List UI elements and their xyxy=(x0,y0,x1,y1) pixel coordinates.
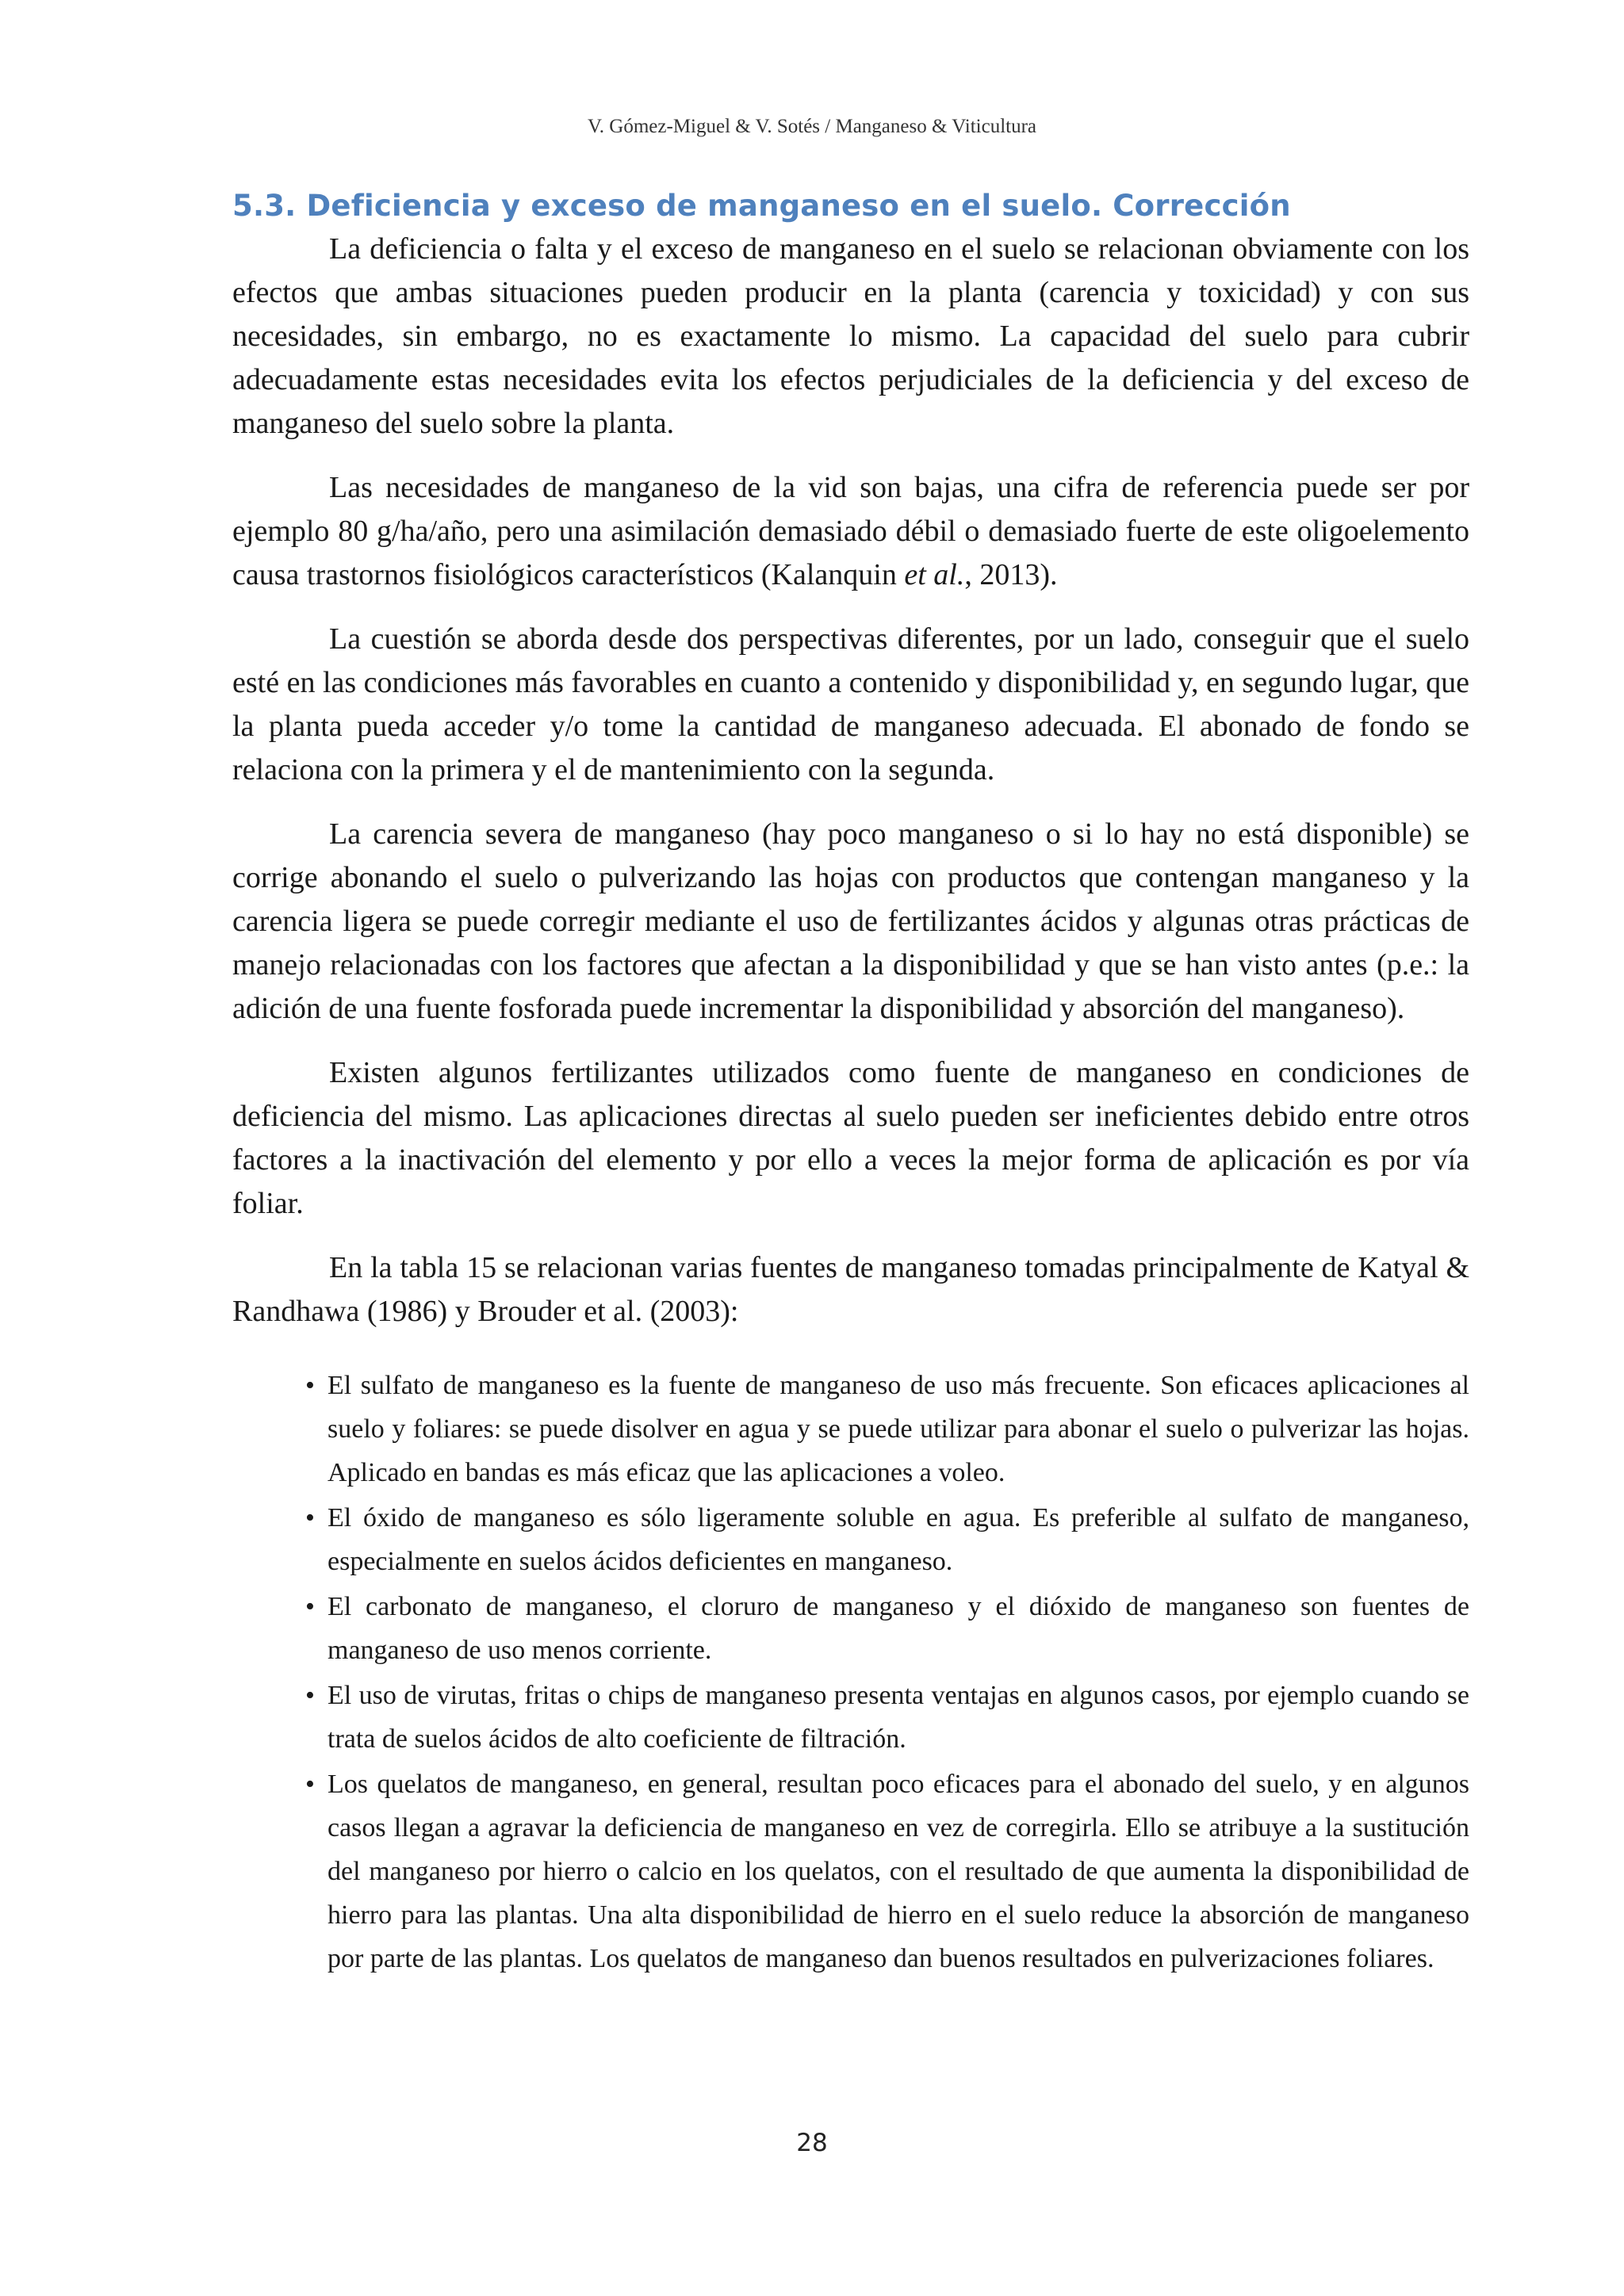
bullet-text: El sulfato de manganeso es la fuente de manganeso de uso más frecuente. Son eficaces aplicaciones al suelo y foliares: se puede disolver en agua y se puede utilizar para abonar el suelo o pulverizar las hojas. Aplicado en bandas es más eficaz que las aplicaciones a voleo. xyxy=(327,1371,1469,1487)
citation-italic: et al. xyxy=(904,558,965,591)
paragraph-3: La cuestión se aborda desde dos perspectivas diferentes, por un lado, conseguir que el suelo esté en las condiciones más favorables en cuanto a contenido y disponibilidad y, en segundo lugar, que la planta pueda acceder y/o tome la cantidad de manganeso adecuada. El abonado de fondo se relaciona con la primera y el de mantenimiento con la segunda. xyxy=(232,622,1469,786)
paragraph-4: La carencia severa de manganeso (hay poco manganeso o si lo hay no está disponible) se corrige abonando el suelo o pulverizando las hojas con productos que contengan manganeso y la carencia ligera se puede corregir mediante el uso de fertilizantes ácidos y algunas otras prácticas de manejo relacionadas con los factores que afectan a la disponibilidad y que se han visto antes (p.e.: la adición de una fuente fosforada puede incrementar la disponibilidad y absorción del manganeso). xyxy=(232,817,1469,1025)
bullet-icon: • xyxy=(305,1770,315,1799)
bullet-item xyxy=(305,1585,1469,1672)
bullet-item xyxy=(305,1496,1469,1583)
bullet-icon: • xyxy=(305,1371,315,1400)
paragraph-5: Existen algunos fertilizantes utilizados como fuente de manganeso en condiciones de deficiencia del mismo. Las aplicaciones directas al suelo pueden ser ineficientes debido entre otros factores a la inactivación del elemento y por ello a veces la mejor forma de aplicación es por vía foliar. xyxy=(232,1056,1469,1220)
bullet-list xyxy=(232,1364,1469,1980)
bullet-text: El óxido de manganeso es sólo ligeramente soluble en agua. Es preferible al sulfato de manganeso, especialmente en suelos ácidos deficientes en manganeso. xyxy=(327,1503,1469,1576)
paragraph-2 xyxy=(232,466,1469,597)
page-body xyxy=(232,189,1469,1982)
bullet-text: El carbonato de manganeso, el cloruro de manganeso y el dióxido de manganeso son fuentes de manganeso de uso menos corriente. xyxy=(327,1592,1469,1665)
bullet-text: Los quelatos de manganeso, en general, resultan poco eficaces para el abonado del suelo, y en algunos casos llegan a agravar la deficiencia de manganeso en vez de corregirla. Ello se atribuye a la sustitución del manganeso por hierro o calcio en los quelatos, con el resultado de que aumenta la disponibilidad de hierro para las plantas. Una alta disponibilidad de hierro en el suelo reduce la absorción de manganeso por parte de las plantas. Los quelatos de manganeso dan buenos resultados en pulverizaciones foliares. xyxy=(327,1770,1469,1973)
bullet-icon: • xyxy=(305,1681,315,1710)
section-title: 5.3. Deficiencia y exceso de manganeso en el suelo. Corrección xyxy=(232,189,1291,223)
paragraph-2-text-end: , 2013). xyxy=(964,558,1058,591)
paragraph-1: La deficiencia o falta y el exceso de manganeso en el suelo se relacionan obviamente con los efectos que ambas situaciones pueden producir en la planta (carencia y toxicidad) y con sus necesidades, sin embargo, no es exactamente lo mismo. La capacidad del suelo para cubrir adecuadamente estas necesidades evita los efectos perjudiciales de la deficiencia y del exceso de manganeso del suelo sobre la planta. xyxy=(232,232,1469,440)
bullet-item xyxy=(305,1674,1469,1761)
paragraph-2-text: Las necesidades de manganeso de la vid son bajas, una cifra de referencia puede ser por ejemplo 80 g/ha/año, pero una asimilación demasiado débil o demasiado fuerte de este oligoelemento causa trastornos fisiológicos característicos (Kalanquin xyxy=(232,471,1469,591)
bullet-text: El uso de virutas, fritas o chips de manganeso presenta ventajas en algunos casos, por ejemplo cuando se trata de suelos ácidos de alto coeficiente de filtración. xyxy=(327,1681,1469,1754)
bullet-item xyxy=(305,1762,1469,1980)
paragraph-6: En la tabla 15 se relacionan varias fuentes de manganeso tomadas principalmente de Katyal & Randhawa (1986) y Brouder et al. (2003): xyxy=(232,1251,1469,1328)
bullet-item xyxy=(305,1364,1469,1494)
bullet-icon: • xyxy=(305,1592,315,1621)
running-header: V. Gómez-Miguel & V. Sotés / Manganeso & Viticultura xyxy=(587,116,1037,137)
page-number: 28 xyxy=(796,2129,828,2157)
bullet-icon: • xyxy=(305,1503,315,1533)
